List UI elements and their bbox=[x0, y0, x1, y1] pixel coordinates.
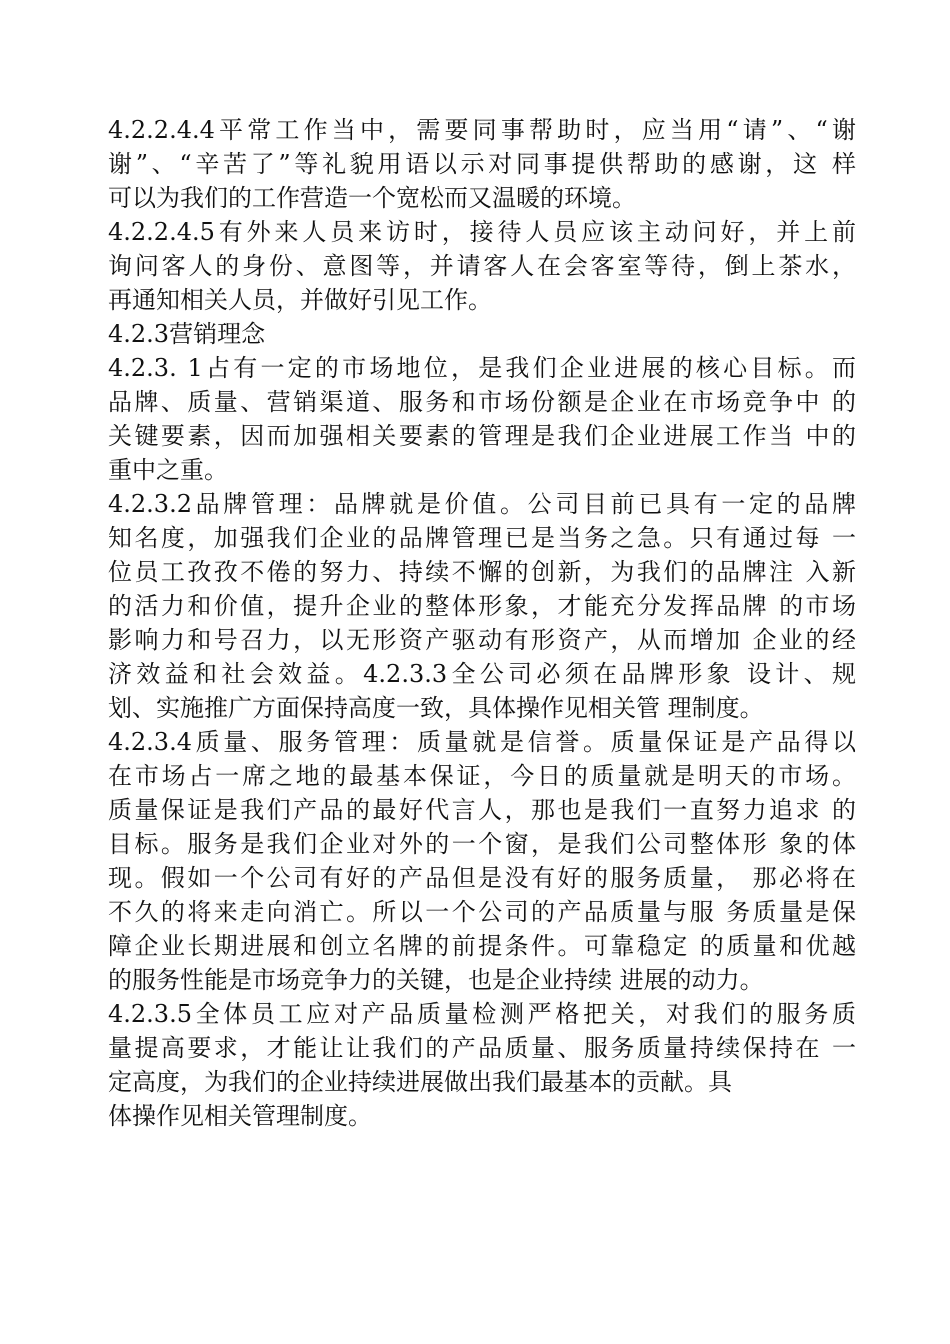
text-line: 4.2.3. 1占有一定的市场地位，是我们企业进展的核心目标。而 bbox=[108, 354, 856, 382]
text-line: 的服务性能是市场竞争力的关键，也是企业持续 进展的动力。 bbox=[108, 966, 764, 994]
text-line: 可以为我们的工作营造一个宽松而又温暖的环境。 bbox=[108, 184, 636, 212]
text-line: 在市场占一席之地的最基本保证，今日的质量就是明天的市场。 bbox=[108, 762, 856, 790]
text-line: 体操作见相关管理制度。 bbox=[108, 1102, 372, 1130]
text-line: 重中之重。 bbox=[108, 456, 228, 484]
text-line: 划、实施推广方面保持高度一致，具体操作见相关管 理制度。 bbox=[108, 694, 764, 722]
text-line: 再通知相关人员，并做好引见工作。 bbox=[108, 286, 492, 314]
text-line: 的活力和价值，提升企业的整体形象，才能充分发挥品牌 的市场 bbox=[108, 592, 856, 620]
text-line: 量提高要求，才能让让我们的产品质量、服务质量持续保持在 一 bbox=[108, 1034, 856, 1062]
text-line: 谢”、“辛苦了”等礼貌用语以示对同事提供帮助的感谢，这 样 bbox=[108, 150, 856, 178]
text-line: 4.2.3.5全体员工应对产品质量检测严格把关，对我们的服务质 bbox=[108, 1000, 856, 1028]
text-line: 4.2.2.4.4平常工作当中，需要同事帮助时，应当用“请”、“谢 bbox=[108, 116, 856, 144]
text-line: 4.2.3.2品牌管理：品牌就是价值。公司目前已具有一定的品牌 bbox=[108, 490, 856, 518]
text-line: 质量保证是我们产品的最好代言人，那也是我们一直努力追求 的 bbox=[108, 796, 856, 824]
text-line: 知名度，加强我们企业的品牌管理已是当务之急。只有通过每 一 bbox=[108, 524, 856, 552]
text-line: 影响力和号召力，以无形资产驱动有形资产，从而增加 企业的经 bbox=[108, 626, 856, 654]
text-line: 4.2.2.4.5有外来人员来访时，接待人员应该主动问好，并上前 bbox=[108, 218, 856, 246]
text-line: 4.2.3.4质量、服务管理：质量就是信誉。质量保证是产品得以 bbox=[108, 728, 856, 756]
text-line: 目标。服务是我们企业对外的一个窗，是我们公司整体形 象的体 bbox=[108, 830, 856, 858]
document-body bbox=[108, 113, 856, 1133]
text-line: 询问客人的身份、意图等，并请客人在会客室等待，倒上茶水， bbox=[108, 252, 856, 280]
text-line: 障企业长期进展和创立名牌的前提条件。可靠稳定 的质量和优越 bbox=[108, 932, 856, 960]
text-line: 位员工孜孜不倦的努力、持续不懈的创新，为我们的品牌注 入新 bbox=[108, 558, 856, 586]
text-line: 关键要素，因而加强相关要素的管理是我们企业进展工作当 中的 bbox=[108, 422, 856, 450]
text-line: 现。假如一个公司有好的产品但是没有好的服务质量， 那必将在 bbox=[108, 864, 856, 892]
text-line: 定高度，为我们的企业持续进展做出我们最基本的贡献。具 bbox=[108, 1068, 732, 1096]
text-line: 品牌、质量、营销渠道、服务和市场份额是企业在市场竞争中 的 bbox=[108, 388, 856, 416]
text-line: 不久的将来走向消亡。所以一个公司的产品质量与服 务质量是保 bbox=[108, 898, 856, 926]
text-line: 济效益和社会效益。4.2.3.3全公司必须在品牌形象 设计、规 bbox=[108, 660, 856, 688]
section-heading: 4.2.3营销理念 bbox=[108, 320, 266, 348]
